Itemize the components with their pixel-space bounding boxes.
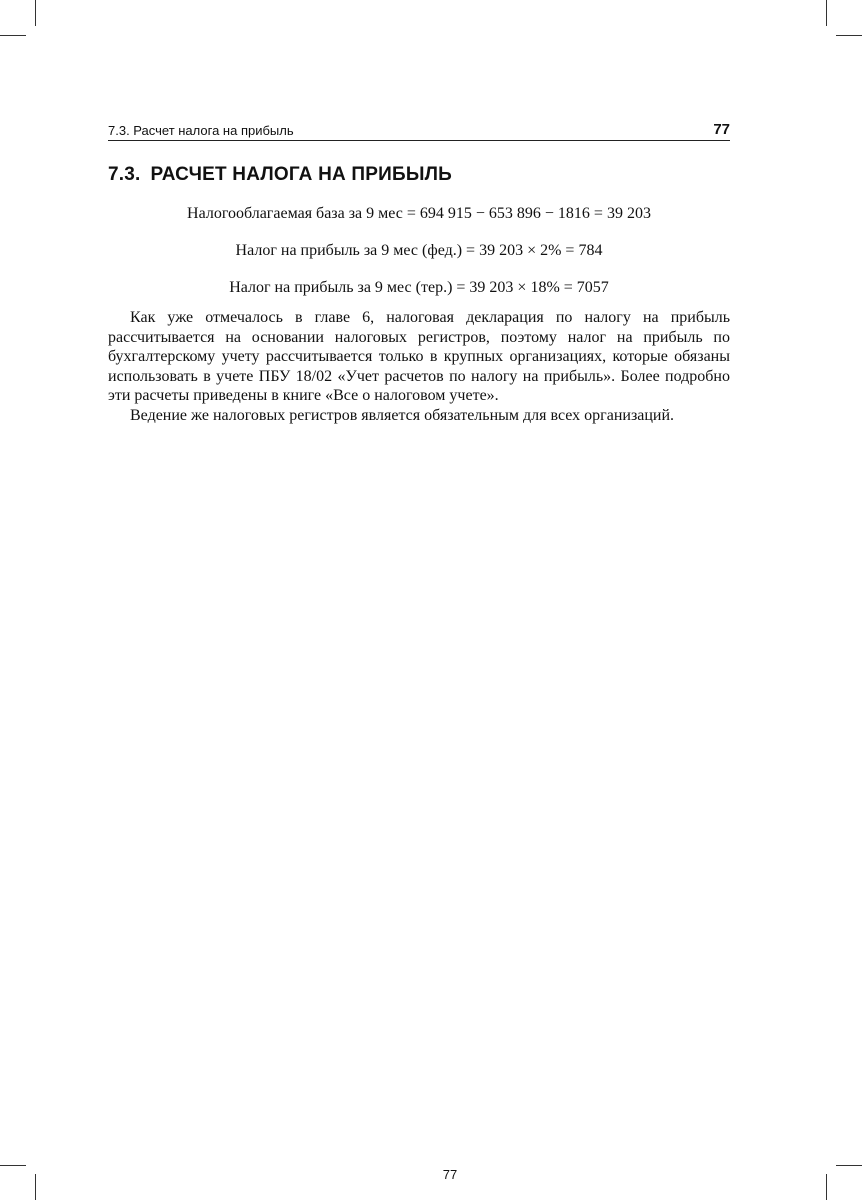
crop-mark-top-left-h bbox=[0, 35, 26, 36]
formula-taxable-base: Налогооблагаемая база за 9 мес = 694 915 − 653 896 − 1816 = 39 203 bbox=[187, 205, 651, 222]
formula-federal-tax: Налог на прибыль за 9 мес (фед.) = 39 203 × 2% = 784 bbox=[235, 242, 603, 259]
paragraph: Ведение же налоговых регистров является обязательным для всех организаций. bbox=[130, 406, 675, 424]
crop-mark-bottom-right-h bbox=[836, 1165, 862, 1166]
crop-mark-bottom-left-h bbox=[0, 1165, 26, 1166]
footer-page-number: 77 bbox=[442, 1167, 458, 1182]
formula-territorial-tax: Налог на прибыль за 9 мес (тер.) = 39 203 × 18% = 7057 bbox=[229, 279, 609, 296]
running-head-page-number: 77 bbox=[713, 121, 730, 138]
running-head-title: 7.3. Расчет налога на прибыль bbox=[108, 123, 294, 138]
crop-mark-top-left bbox=[35, 0, 36, 26]
paragraph: Как уже отмечалось в главе 6, налоговая декларация по налогу на прибыль рассчитывается на основании налоговых регистров, поэтому налог на прибыль по бухгалтерскому учету рассчитывается только в крупных организациях, которые обязаны использовать в учете ПБУ 18/02 «Учет расчетов по налогу на прибыль». Более подробно эти расчеты приведены в книге «Все о налоговом учете». bbox=[108, 309, 730, 405]
section-heading bbox=[108, 164, 452, 186]
crop-mark-top-right bbox=[826, 0, 827, 26]
running-head bbox=[108, 120, 730, 141]
section-title: РАСЧЕТ НАЛОГА НА ПРИБЫЛЬ bbox=[150, 164, 453, 185]
crop-mark-top-right-h bbox=[836, 35, 862, 36]
body-text bbox=[108, 308, 730, 426]
section-number: 7.3. bbox=[108, 164, 141, 185]
